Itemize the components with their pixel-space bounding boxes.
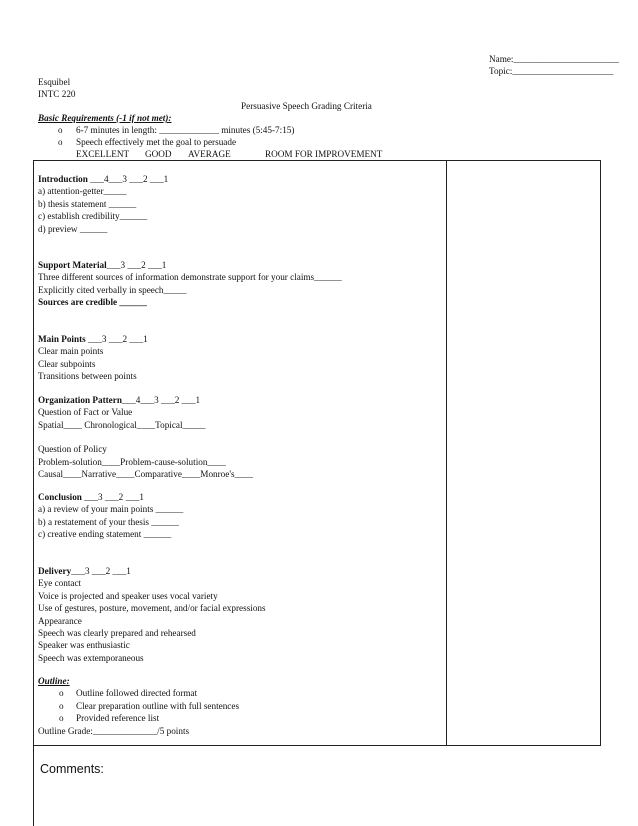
outline-section: [38, 675, 239, 737]
organization-policy-line: Question of Policy: [38, 444, 107, 455]
conclusion-title: Conclusion: [38, 492, 82, 502]
delivery-line: Use of gestures, posture, movement, and/or facial expressions: [38, 603, 266, 614]
requirement-length: 6-7 minutes in length: _____________ minutes (5:45-7:15): [76, 125, 295, 135]
grading-table: [33, 160, 601, 746]
bullet-icon: o: [59, 700, 64, 711]
outline-grade-line[interactable]: Outline Grade:______________/5 points: [38, 725, 190, 736]
delivery-line: Voice is projected and speaker uses vocal variety: [38, 590, 218, 601]
organization-policy-line: Causal____Narrative____Comparative____Monroe's____: [38, 469, 253, 480]
organization-policy-line: Problem-solution____Problem-cause-solution____: [38, 456, 226, 467]
outline-item: Clear preparation outline with full sentences: [76, 700, 240, 711]
organization-line: Spatial____ Chronological____Topical_____: [38, 419, 206, 430]
introduction-section: [38, 173, 168, 235]
delivery-title: Delivery: [38, 566, 72, 576]
column-divider: [446, 161, 447, 745]
requirement-persuade: Speech effectively met the goal to persuade: [76, 137, 237, 147]
basic-requirements-heading: Basic Requirements (-1 if not met):: [38, 113, 172, 123]
intro-line: a) attention-getter_____: [38, 186, 127, 197]
delivery-line: Appearance: [38, 615, 82, 626]
rating-excellent: EXCELLENT: [76, 149, 130, 159]
intro-line: b) thesis statement ______: [38, 198, 137, 209]
main-points-section: [38, 333, 148, 383]
main-points-line: Transitions between points: [38, 371, 137, 382]
delivery-section: [38, 565, 266, 664]
rating-room-for-improvement: ROOM FOR IMPROVEMENT: [265, 149, 383, 159]
main-points-line: Clear main points: [38, 346, 104, 357]
outline-item: Outline followed directed format: [76, 688, 198, 699]
conclusion-section: [38, 491, 183, 541]
intro-line: c) establish credibility______: [38, 211, 148, 222]
comments-border: [33, 746, 34, 826]
bullet-icon: o: [58, 137, 63, 147]
course-code: INTC 220: [38, 89, 76, 99]
support-credible-line: Sources are credible ______: [38, 297, 147, 308]
delivery-line: Speech was clearly prepared and rehearsed: [38, 628, 196, 639]
organization-line: Question of Fact or Value: [38, 407, 133, 418]
conclusion-line: a) a review of your main points ______: [38, 504, 184, 515]
support-scale[interactable]: ___3 ___2 ___1: [106, 260, 167, 270]
delivery-line: Speaker was enthusiastic: [38, 640, 130, 651]
main-points-title: Main Points: [38, 334, 86, 344]
organization-scale[interactable]: ___4___3 ___2 ___1: [121, 395, 201, 405]
rating-average: AVERAGE: [188, 149, 231, 159]
conclusion-scale[interactable]: ___3 ___2 ___1: [81, 492, 144, 502]
introduction-scale[interactable]: ___4___3 ___2 ___1: [87, 174, 169, 184]
bullet-icon: o: [58, 125, 63, 135]
conclusion-line: c) creative ending statement ______: [38, 529, 172, 540]
organization-section: [38, 394, 253, 480]
support-section: [38, 259, 342, 309]
support-line: Explicitly cited verbally in speech_____: [38, 284, 187, 295]
instructor-name: Esquibel: [38, 77, 71, 87]
page-title: Persuasive Speech Grading Criteria: [241, 101, 372, 111]
intro-line: d) preview ______: [38, 223, 108, 234]
delivery-line: Eye contact: [38, 578, 82, 589]
conclusion-line: b) a restatement of your thesis ______: [38, 516, 179, 527]
main-points-scale[interactable]: ___3 ___2 ___1: [85, 334, 148, 344]
organization-title: Organization Pattern: [38, 395, 122, 405]
outline-title: Outline:: [38, 676, 70, 686]
topic-field-line[interactable]: Topic:______________________: [489, 66, 614, 76]
outline-item: Provided reference list: [76, 713, 160, 724]
bullet-icon: o: [59, 688, 64, 699]
comments-label: Comments:: [40, 762, 104, 776]
bullet-icon: o: [59, 713, 64, 724]
delivery-line: Speech was extemporaneous: [38, 652, 144, 663]
main-points-line: Clear subpoints: [38, 358, 96, 369]
name-field-line[interactable]: Name:_______________________: [489, 54, 620, 64]
delivery-scale[interactable]: ___3 ___2 ___1: [71, 566, 131, 576]
support-line: Three different sources of information demonstrate support for your claims______: [38, 272, 342, 283]
rating-good: GOOD: [145, 149, 172, 159]
support-title: Support Material: [38, 260, 107, 270]
introduction-title: Introduction: [38, 174, 88, 184]
